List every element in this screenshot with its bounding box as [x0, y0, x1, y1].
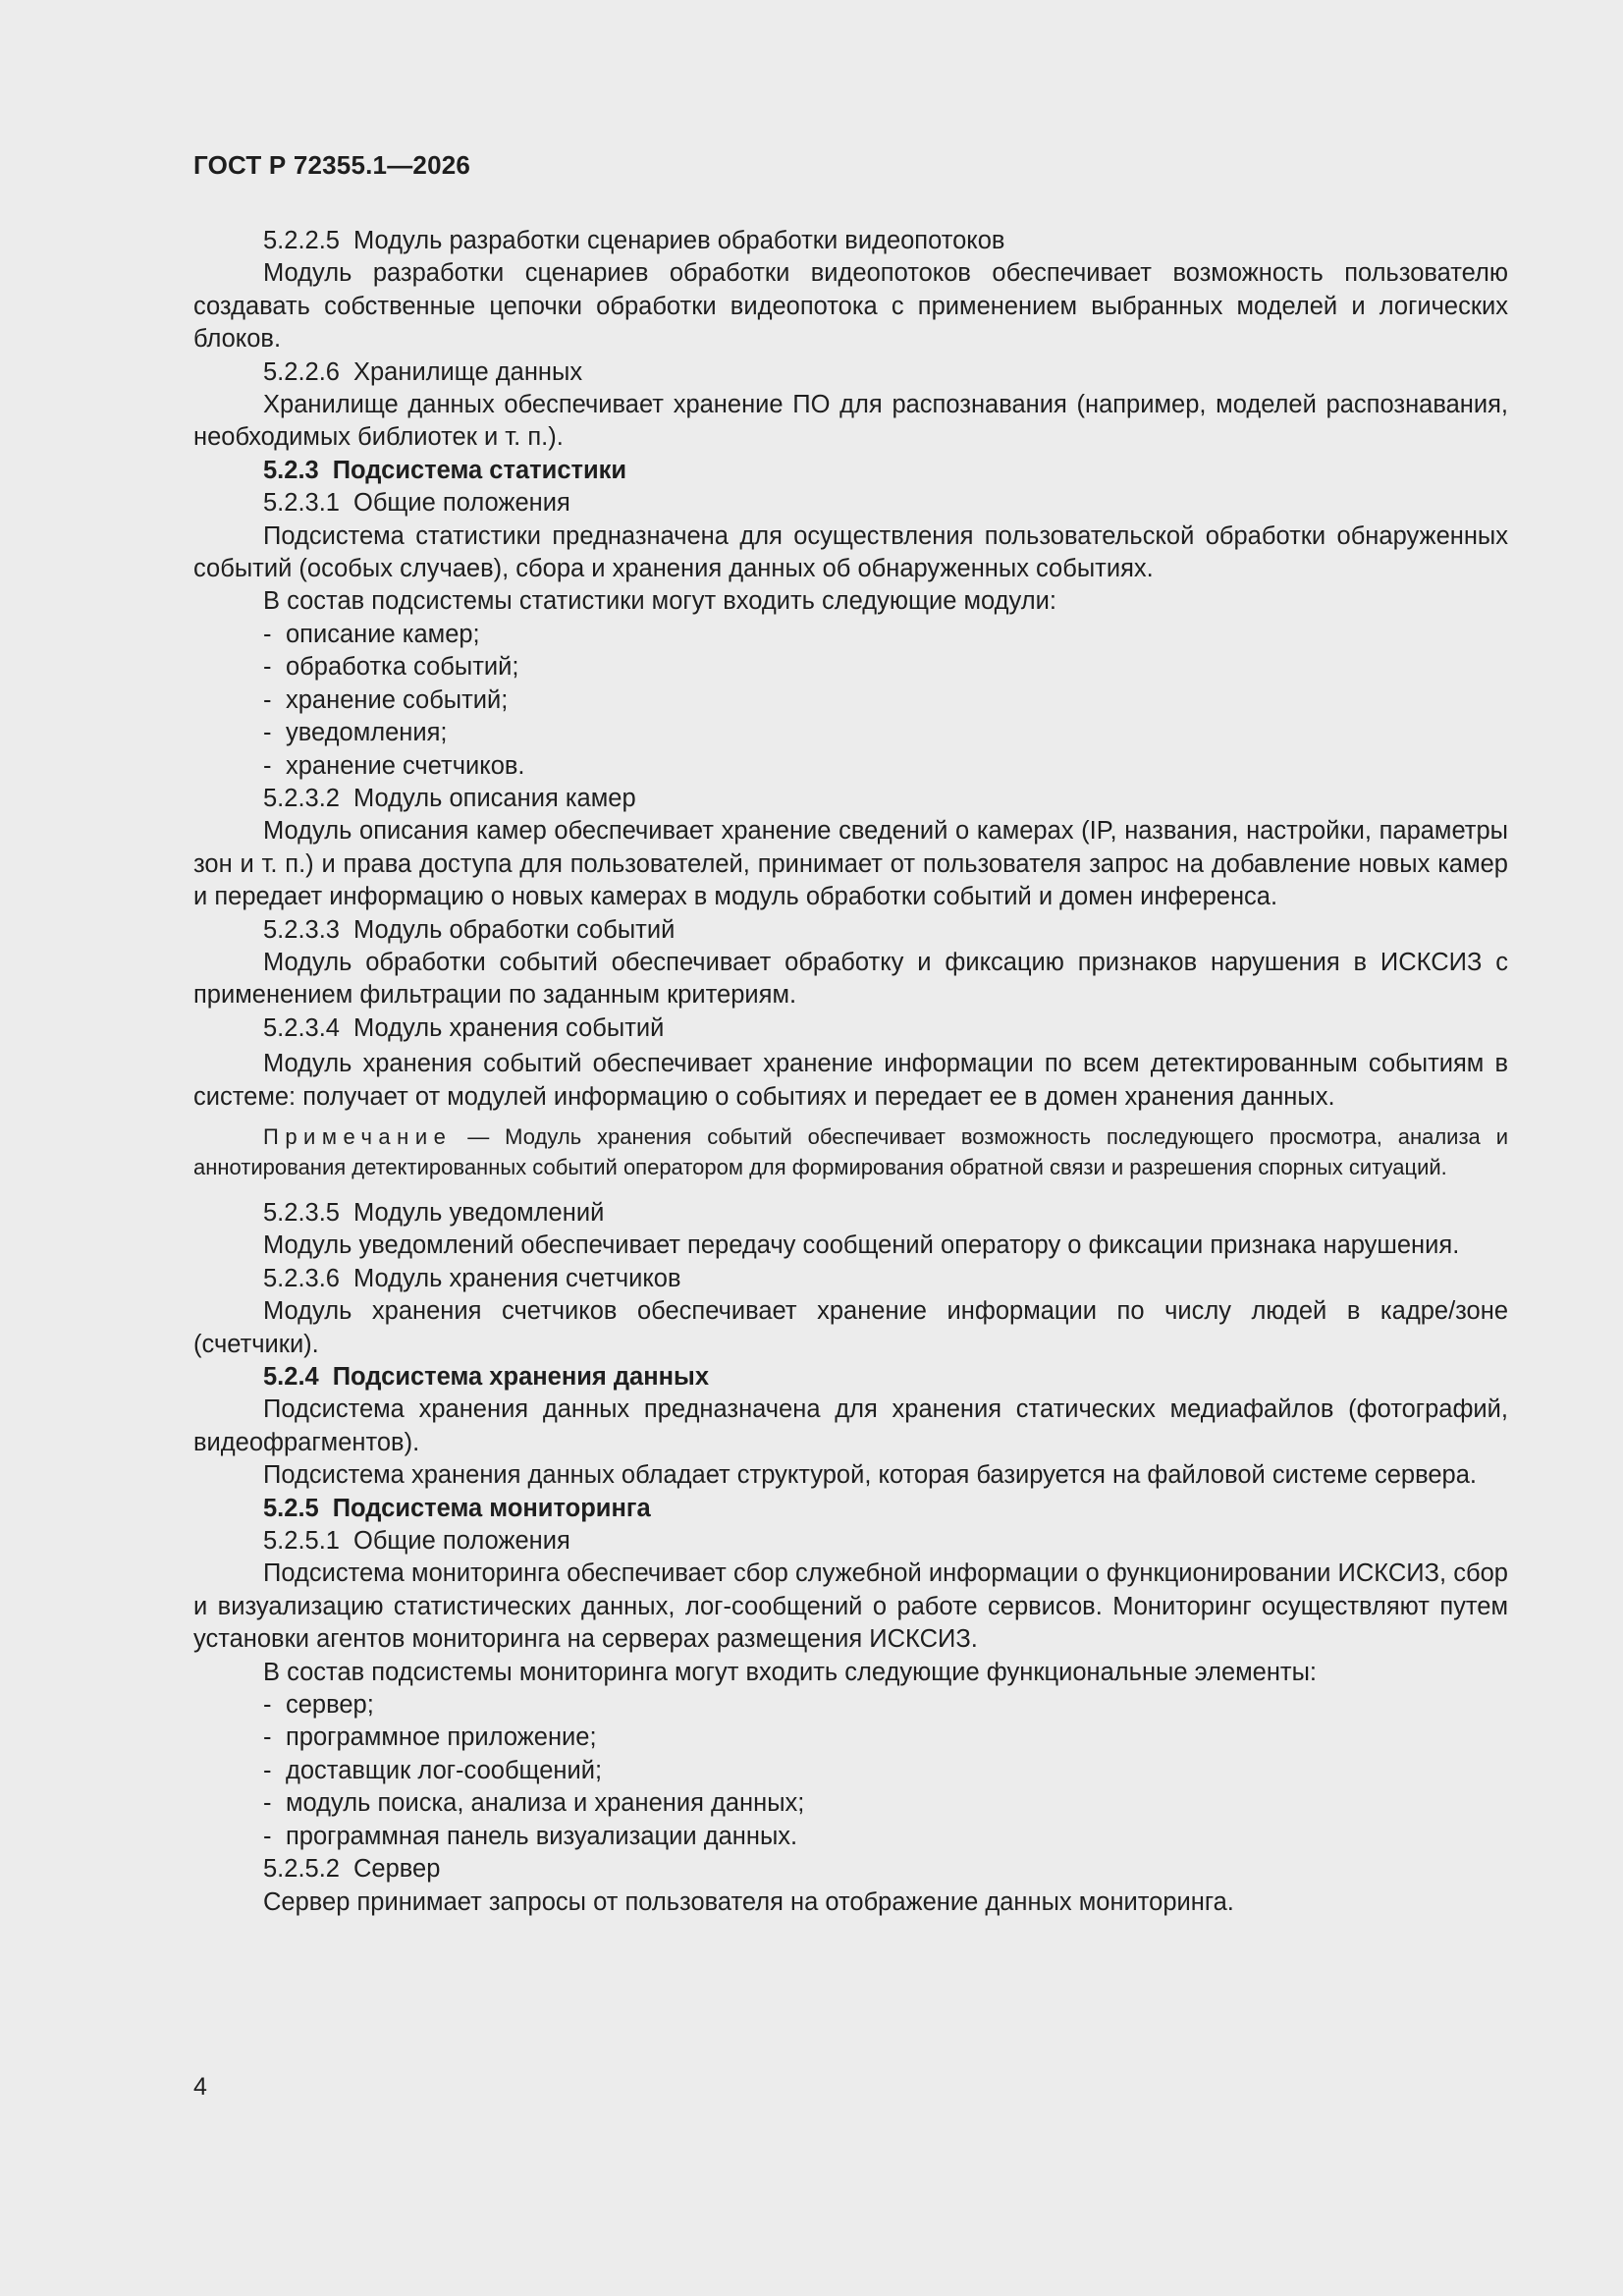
paragraph: Подсистема статистики предназначена для осуществления пользовательской обработки обнаруженных событий (особых случаев), сбора и хранения данных об обнаруженных событиях. — [193, 521, 1508, 583]
section-title: Подсистема мониторинга — [332, 1494, 651, 1522]
list-item: - хранение счетчиков. — [263, 751, 525, 780]
list-item-text: хранение счетчиков. — [286, 751, 525, 780]
paragraph: Подсистема хранения данных предназначена для хранения статических медиафайлов (фотографий, видеофрагментов). — [193, 1395, 1508, 1456]
paragraph: Хранилище данных обеспечивает хранение ПО для распознавания (например, моделей распознавания, необходимых библиотек и т. п.). — [193, 391, 1508, 452]
section-title: Модуль разработки сценариев обработки видеопотоков — [352, 227, 1005, 254]
section-heading-5-2-2-5 — [193, 225, 1508, 257]
section-title: Модуль описания камер — [352, 784, 636, 812]
section-title: Общие положения — [352, 489, 570, 518]
section-heading-5-2-5-1 — [193, 1525, 1508, 1558]
list-item: - программное приложение; — [263, 1723, 597, 1752]
list-item: - хранение событий; — [263, 685, 509, 714]
section-heading-5-2-3-3 — [193, 914, 1508, 947]
note — [193, 1121, 1508, 1182]
section-number: 5.2.5.2 — [263, 1855, 340, 1884]
paragraph: Модуль обработки событий обеспечивает обработку и фиксацию признаков нарушения в ИСКСИЗ с применением фильтрации по заданным критериям. — [193, 948, 1508, 1010]
paragraph: Модуль хранения счетчиков обеспечивает хранение информации по числу людей в кадре/зоне (счетчики). — [193, 1297, 1508, 1358]
list-item: - сервер; — [263, 1691, 374, 1720]
list-item-text: хранение событий; — [286, 685, 509, 714]
section-heading-5-2-5-2 — [193, 1853, 1508, 1886]
paragraph: Модуль описания камер обеспечивает хранение сведений о камерах (IP, названия, настройки, параметры зон и т. п.) и права доступа для пользователей, принимает от пользователя запрос на добавление новых камер и передает информацию о новых камерах в модуль обработки событий и домен инференса. — [193, 817, 1508, 911]
section-number: 5.2.5.1 — [263, 1527, 340, 1556]
list-item: - модуль поиска, анализа и хранения данных; — [263, 1789, 805, 1818]
page-body — [193, 225, 1508, 1919]
section-number: 5.2.3.3 — [263, 915, 340, 944]
section-heading-5-2-3 — [193, 455, 1508, 487]
section-number: 5.2.4 — [263, 1363, 319, 1391]
section-heading-5-2-5 — [193, 1493, 1508, 1525]
list-item-text: модуль поиска, анализа и хранения данных; — [286, 1789, 805, 1818]
paragraph: Подсистема мониторинга обеспечивает сбор служебной информации о функционировании ИСКСИЗ, сбор и визуализацию статистических данных, лог-сообщений о работе сервисов. Мониторинг осуществляют путем установки агентов мониторинга на серверах размещения ИСКСИЗ. — [193, 1559, 1508, 1654]
section-title: Модуль обработки событий — [352, 915, 676, 944]
list-item: - уведомления; — [263, 719, 448, 747]
section-title: Подсистема хранения данных — [332, 1363, 710, 1391]
paragraph: Подсистема хранения данных обладает структурой, которая базируется на файловой системе сервера. — [263, 1461, 1477, 1490]
section-number: 5.2.3.2 — [263, 784, 340, 812]
list-item: - доставщик лог-сообщений; — [263, 1756, 603, 1784]
section-number: 5.2.3.1 — [263, 489, 340, 518]
paragraph: В состав подсистемы статистики могут входить следующие модули: — [263, 587, 1056, 616]
section-heading-5-2-2-6 — [193, 356, 1508, 389]
paragraph: Модуль уведомлений обеспечивает передачу сообщений оператору о фиксации признака нарушения. — [263, 1231, 1460, 1260]
paragraph: В состав подсистемы мониторинга могут входить следующие функциональные элементы: — [263, 1658, 1318, 1686]
standard-designation: ГОСТ Р 72355.1—2026 — [193, 150, 471, 180]
section-heading-5-2-3-6 — [193, 1263, 1508, 1295]
section-number: 5.2.2.6 — [263, 357, 340, 386]
list-item: - программная панель визуализации данных. — [263, 1822, 798, 1850]
list-item-text: описание камер; — [286, 620, 480, 648]
section-heading-5-2-3-1 — [193, 487, 1508, 519]
section-title: Модуль хранения счетчиков — [352, 1264, 681, 1292]
paragraph: Сервер принимает запросы от пользователя на отображение данных мониторинга. — [263, 1887, 1234, 1916]
section-title: Модуль уведомлений — [352, 1198, 605, 1227]
section-title: Общие положения — [352, 1527, 570, 1556]
list-item-text: программное приложение; — [286, 1723, 597, 1752]
page-number: 4 — [193, 2073, 207, 2101]
paragraph: Модуль хранения событий обеспечивает хранение информации по всем детектированным событиям в системе: получает от модулей информацию о событиях и передает ее в домен хранения данных. — [193, 1050, 1508, 1111]
list-item: - обработка событий; — [263, 653, 519, 682]
note-label: Примечание — [263, 1123, 453, 1149]
section-heading-5-2-3-4 — [193, 1012, 1508, 1045]
section-heading-5-2-3-5 — [193, 1197, 1508, 1230]
section-title: Подсистема статистики — [332, 456, 627, 484]
section-number: 5.2.2.5 — [263, 227, 340, 254]
section-number: 5.2.3.6 — [263, 1264, 340, 1292]
section-title: Хранилище данных — [352, 357, 583, 386]
list-item-text: доставщик лог-сообщений; — [286, 1756, 603, 1784]
paragraph: Модуль разработки сценариев обработки видеопотоков обеспечивает возможность пользователю создавать собственные цепочки обработки видеопотока с применением выбранных моделей и логических блоков. — [193, 259, 1508, 354]
section-number: 5.2.3.4 — [263, 1013, 340, 1042]
list-item-text: обработка событий; — [286, 653, 519, 682]
section-heading-5-2-4 — [193, 1361, 1508, 1394]
section-heading-5-2-3-2 — [193, 783, 1508, 815]
section-number: 5.2.5 — [263, 1494, 319, 1522]
note-text: — Модуль хранения событий обеспечивает возможность последующего просмотра, анализа и аннотирования детектированных событий оператором для формирования обратной связи и разрешения спорных ситуаций. — [193, 1123, 1508, 1179]
section-number: 5.2.3 — [263, 456, 319, 484]
list-item-text: уведомления; — [286, 719, 448, 747]
list-item-text: программная панель визуализации данных. — [286, 1822, 798, 1850]
section-title: Сервер — [352, 1855, 441, 1884]
section-title: Модуль хранения событий — [352, 1013, 665, 1042]
section-number: 5.2.3.5 — [263, 1198, 340, 1227]
list-item-text: сервер; — [286, 1691, 374, 1720]
list-item: - описание камер; — [263, 620, 480, 648]
